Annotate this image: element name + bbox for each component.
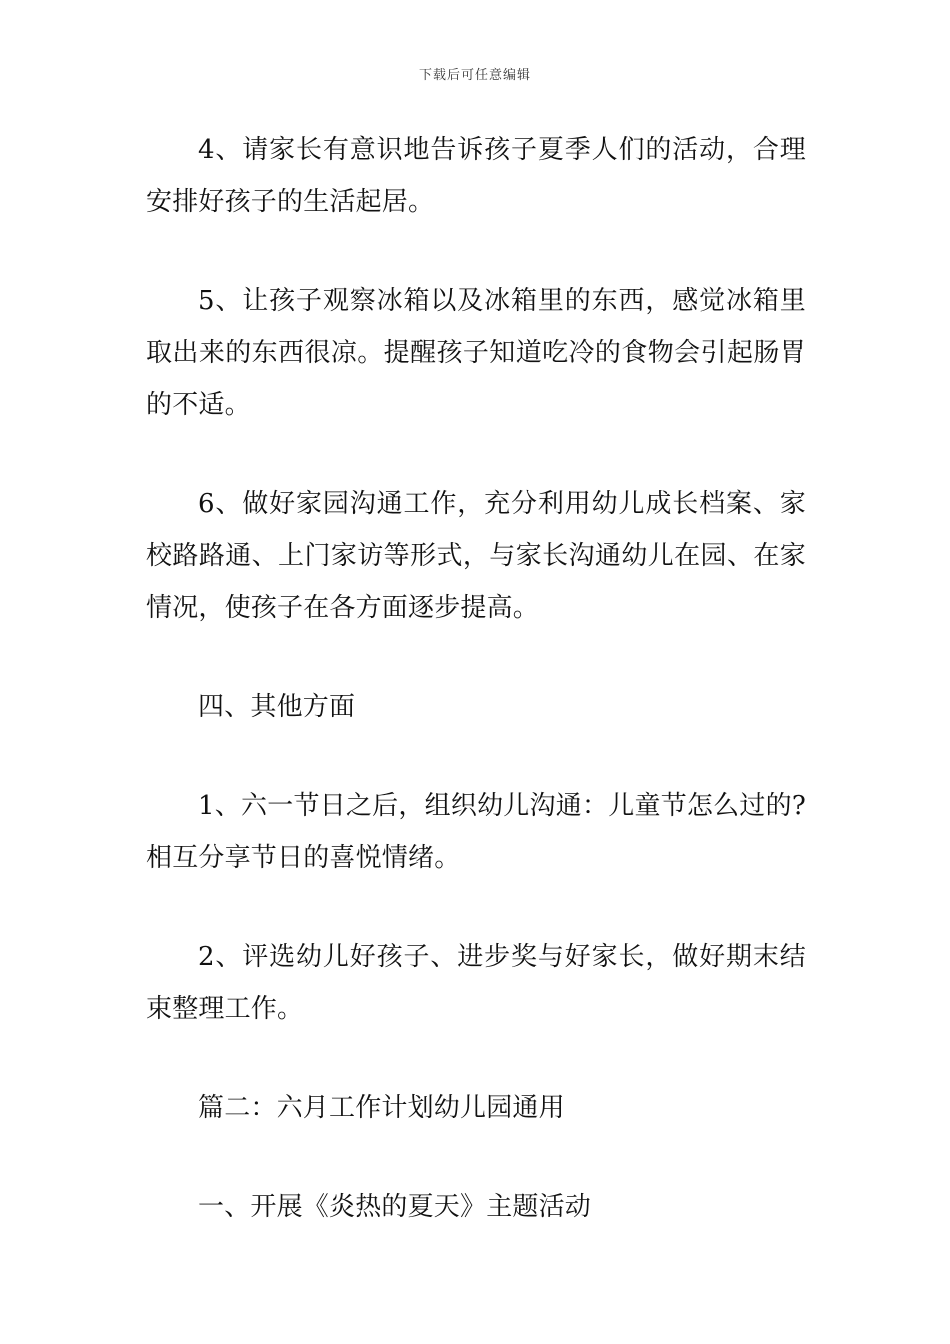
paragraph-gap [146,733,806,780]
paragraph-parent-schedule: 4、请家长有意识地告诉孩子夏季人们的活动，合理安排好孩子的生活起居。 [146,135,806,217]
document-body [146,124,806,1233]
section-heading-other: 四、其他方面 [198,692,356,722]
paragraph-childrens-day: 1、六一节日之后，组织幼儿沟通：儿童节怎么过的?相互分享节日的喜悦情绪。 [146,791,806,873]
section-heading-summer-theme: 一、开展《炎热的夏天》主题活动 [198,1192,592,1222]
paragraph-gap [146,1035,806,1082]
paragraph-gap [146,1134,806,1181]
paragraph-home-school-communication: 6、做好家园沟通工作，充分利用幼儿成长档案、家校路路通、上门家访等形式，与家长沟通幼儿在园、在家情况，使孩子在各方面逐步提高。 [146,489,806,623]
paragraph-gap [146,634,806,681]
paragraph-gap [146,884,806,931]
paragraph-gap [146,228,806,275]
page-header: 下载后可任意编辑 [418,68,531,83]
paragraph-fridge-observation: 5、让孩子观察冰箱以及冰箱里的东西，感觉冰箱里取出来的东西很凉。提醒孩子知道吃冷的食物会引起肠胃的不适。 [146,286,806,420]
chapter-heading-part-two: 篇二：六月工作计划幼儿园通用 [198,1093,565,1123]
paragraph-awards: 2、评选幼儿好孩子、进步奖与好家长，做好期末结束整理工作。 [146,942,806,1024]
paragraph-gap [146,431,806,478]
